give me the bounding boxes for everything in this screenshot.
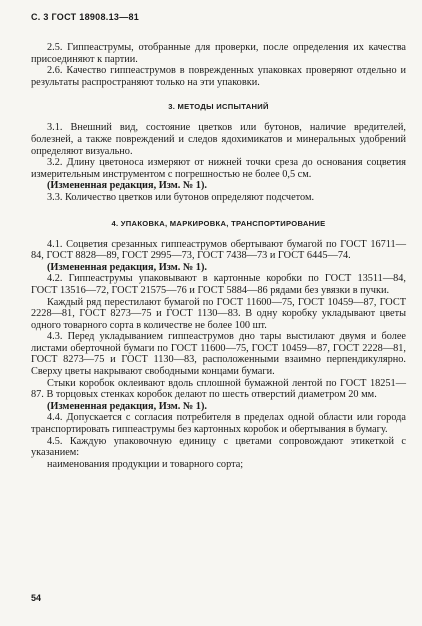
page-header: С. 3 ГОСТ 18908.13—81 bbox=[31, 12, 140, 22]
amendment-note: (Измененная редакция, Изм. № 1). bbox=[47, 261, 207, 273]
paragraph-3-2: 3.2. Длину цветоноса измеряют от нижней точки среза до основания соцветия измерительным инструментом с погрешностью не более 0,5 см. bbox=[31, 157, 406, 180]
paragraph-4-3: 4.3. Перед укладыванием гиппеаструмов дно тары выстилают двумя и более листами оберточной бумаги по ГОСТ 11600—75, ГОСТ 10459—87, ГОСТ 2228—81, ГОСТ 8273—75 и ГОСТ 1130—83, расположенными взаимно перпендикулярно. Сверху цветы накрывают свободными концами бумаги. bbox=[31, 331, 406, 378]
paragraph-2-5: 2.5. Гиппеаструмы, отобранные для проверки, после определения их качества присоединяют к партии. bbox=[31, 42, 406, 65]
section-heading-packaging: 4. УПАКОВКА, МАРКИРОВКА, ТРАНСПОРТИРОВАНИЕ bbox=[111, 218, 326, 228]
amendment-note: (Измененная редакция, Изм. № 1). bbox=[47, 400, 207, 412]
page-number: 54 bbox=[31, 593, 42, 603]
section-heading-test-methods: 3. МЕТОДЫ ИСПЫТАНИЙ bbox=[168, 102, 269, 112]
amendment-note: (Измененная редакция, Изм. № 1). bbox=[47, 180, 207, 192]
paragraph-4-2: 4.2. Гиппеаструмы упаковывают в картонные коробки по ГОСТ 13511—84, ГОСТ 13516—72, ГОСТ 21575—76 и ГОСТ 5884—86 рядами без увязки в пучки. bbox=[31, 273, 406, 296]
paragraph-2-6: 2.6. Качество гиппеаструмов в поврежденных упаковках проверяют отдельно и результаты распространяют только на эти упаковки. bbox=[31, 65, 406, 88]
paragraph-4-2-cont: Каждый ряд перестилают бумагой по ГОСТ 11600—75, ГОСТ 10459—87, ГОСТ 2228—81, ГОСТ 8273—75 и ГОСТ 1130—83. В одну коробку укладывают цветы одного товарного сорта в количестве не более 100 шт. bbox=[31, 296, 406, 331]
paragraph-3-1: 3.1. Внешний вид, состояние цветков или бутонов, наличие вредителей, болезней, а также повреждений и следов ядохимикатов и минеральных удобрений определяют визуально. bbox=[31, 122, 406, 157]
paragraph-4-3-cont: Стыки коробок оклеивают вдоль сплошной бумажной лентой по ГОСТ 18251—87. В торцовых стенках коробок делают по шесть отверстий диаметром 20 мм. bbox=[31, 377, 406, 401]
document-body bbox=[31, 42, 406, 470]
paragraph-4-4: 4.4. Допускается с согласия потребителя в пределах одной области или города транспортировать гиппеаструмы без картонных коробок и обертывания в бумагу. bbox=[31, 412, 406, 436]
paragraph-4-5: 4.5. Каждую упаковочную единицу с цветами сопровождают этикеткой с указанием: bbox=[31, 435, 406, 459]
paragraph-4-5-item: наименования продукции и товарного сорта; bbox=[47, 458, 244, 470]
paragraph-4-1: 4.1. Соцветия срезанных гиппеаструмов обертывают бумагой по ГОСТ 16711—84, ГОСТ 8828—89, ГОСТ 2995—73, ГОСТ 7438—73 и ГОСТ 6445—74. bbox=[31, 238, 406, 262]
paragraph-3-3: 3.3. Количество цветков или бутонов определяют подсчетом. bbox=[47, 191, 315, 203]
